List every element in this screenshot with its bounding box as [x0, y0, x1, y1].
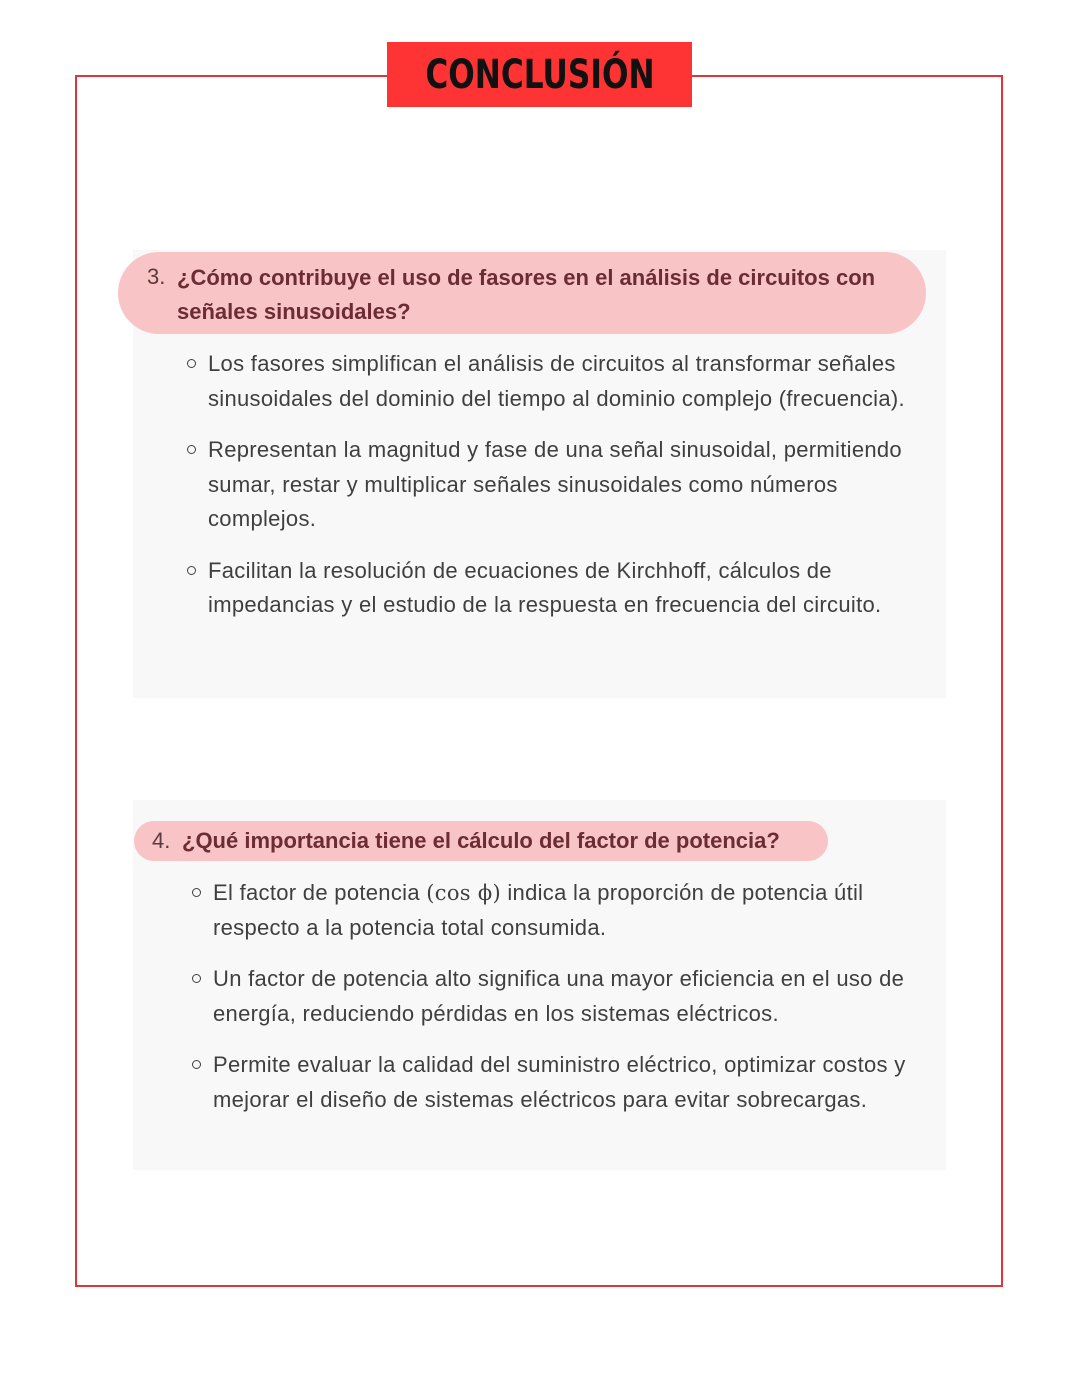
question-heading: ¿Qué importancia tiene el cálculo del factor de potencia? — [182, 828, 780, 853]
bullet-circle-icon — [187, 359, 196, 368]
list-item — [213, 962, 938, 1031]
title-banner — [387, 42, 692, 107]
math-expression: (cos ϕ) — [426, 881, 501, 905]
list-item-text-before: El factor de potencia — [213, 880, 427, 905]
question-number: 3. — [147, 264, 166, 289]
bullet-circle-icon — [187, 566, 196, 575]
answer-list — [213, 876, 938, 1134]
list-item-text: Los fasores simplifican el análisis de circuitos al transformar señales sinusoidales del dominio del tiempo al dominio complejo (frecuencia). — [208, 351, 905, 411]
list-item — [213, 876, 938, 945]
bullet-circle-icon — [192, 974, 201, 983]
list-item — [208, 554, 933, 623]
list-item — [208, 347, 933, 416]
bullet-circle-icon — [187, 445, 196, 454]
bullet-circle-icon — [192, 1060, 201, 1069]
page-title: CONCLUSIÓN — [424, 51, 655, 98]
list-item-text: Facilitan la resolución de ecuaciones de Kirchhoff, cálculos de impedancias y el estudio de la respuesta en frecuencia del circuito. — [208, 557, 882, 617]
answer-list — [208, 347, 933, 640]
list-item — [213, 1048, 938, 1117]
list-item — [208, 433, 933, 537]
list-item-text: Permite evaluar la calidad del suministro eléctrico, optimizar costos y mejorar el diseño de sistemas eléctricos para evitar sobrecargas. — [213, 1052, 906, 1112]
list-item-text: Representan la magnitud y fase de una señal sinusoidal, permitiendo sumar, restar y multiplicar señales sinusoidales como números complejos. — [208, 437, 902, 531]
list-item-text: Un factor de potencia alto significa una mayor eficiencia en el uso de energía, reduciendo pérdidas en los sistemas eléctricos. — [213, 966, 905, 1026]
list-item-text-after: indica la proporción de potencia útil respecto a la potencia total consumida. — [213, 880, 864, 940]
question-heading: ¿Cómo contribuye el uso de fasores en el análisis de circuitos con señales sinusoidales? — [177, 265, 876, 324]
question-number: 4. — [152, 828, 171, 853]
bullet-circle-icon — [192, 888, 201, 897]
